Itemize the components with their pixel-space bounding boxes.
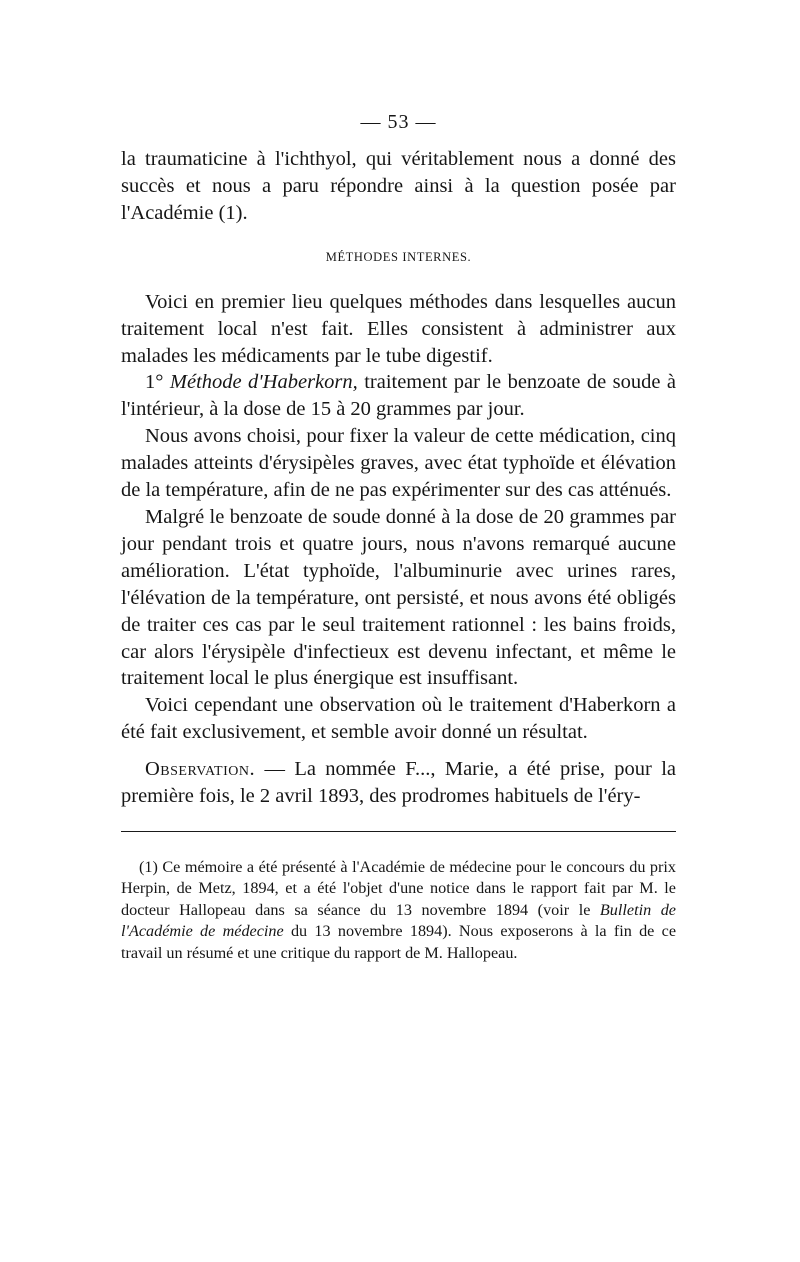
footnote-journal-title: Bulletin de l'Académie de médecine — [121, 900, 676, 941]
footnote-divider — [121, 831, 676, 832]
intro-paragraph: la traumaticine à l'ichthyol, qui véritablement nous a donné des succès et nous a paru répondre ainsi à la question posée par l'Académie (1). — [121, 148, 676, 224]
observation-text: — La nommée F..., Marie, a été prise, pour la première fois, le 2 avril 1893, des prodromes habituels de l'éry- — [121, 758, 676, 808]
footnote — [121, 857, 676, 964]
main-text — [121, 146, 676, 810]
observation-label: Observation. — [145, 758, 256, 781]
paragraph-observation-intro: Voici cependant une observation où le traitement d'Haberkorn a été fait exclusivement, et semble avoir donné un résultat. — [121, 694, 676, 744]
paragraph-internal-methods: Voici en premier lieu quelques méthodes dans lesquelles aucun traitement local n'est fait. Elles consistent à administrer aux malades les médicaments par le tube digestif. — [121, 290, 676, 367]
method-title: Méthode d'Haberkorn, — [169, 371, 358, 394]
page-number: — 53 — — [360, 111, 437, 133]
paragraph-patients-chosen: Nous avons choisi, pour fixer la valeur de cette médication, cinq malades atteints d'érysipèles graves, avec état typhoïde et élévation de la température, afin de ne pas expérimenter sur des cas atténués. — [121, 425, 676, 502]
book-page — [121, 110, 676, 964]
footnote-text-before: (1) Ce mémoire a été présenté à l'Académie de médecine pour le concours du prix Herpin, de Metz, 1894, et a été l'objet d'une notice dans le rapport fait par M. le docteur Hallopeau dans sa séance du 13 novembre 1894 (voir le — [121, 857, 676, 919]
method-number: 1° — [145, 371, 164, 394]
paragraph-results: Malgré le benzoate de soude donné à la dose de 20 grammes par jour pendant trois et quatre jours, nous n'avons remarqué aucune amélioration. L'état typhoïde, l'albuminurie avec urines rares, l'élévation de la température, ont persisté, et nous avons été obligés de traiter ces cas par le seul traitement rationnel : les bains froids, car alors l'érysipèle d'infectieux est devenu infectant, et même le traitement local le plus énergique est insuffisant. — [121, 505, 676, 690]
method-text: traitement par le benzoate de soude à l'intérieur, à la dose de 15 à 20 grammes par jour. — [121, 371, 677, 421]
paragraph-observation — [121, 756, 676, 810]
paragraph-method-haberkorn — [121, 369, 676, 423]
footnote-text-after: du 13 novembre 1894). Nous exposerons à la fin de ce travail un résumé et une critique du rapport de M. Hallopeau. — [121, 922, 677, 962]
section-title: MÉTHODES INTERNES. — [325, 249, 472, 264]
